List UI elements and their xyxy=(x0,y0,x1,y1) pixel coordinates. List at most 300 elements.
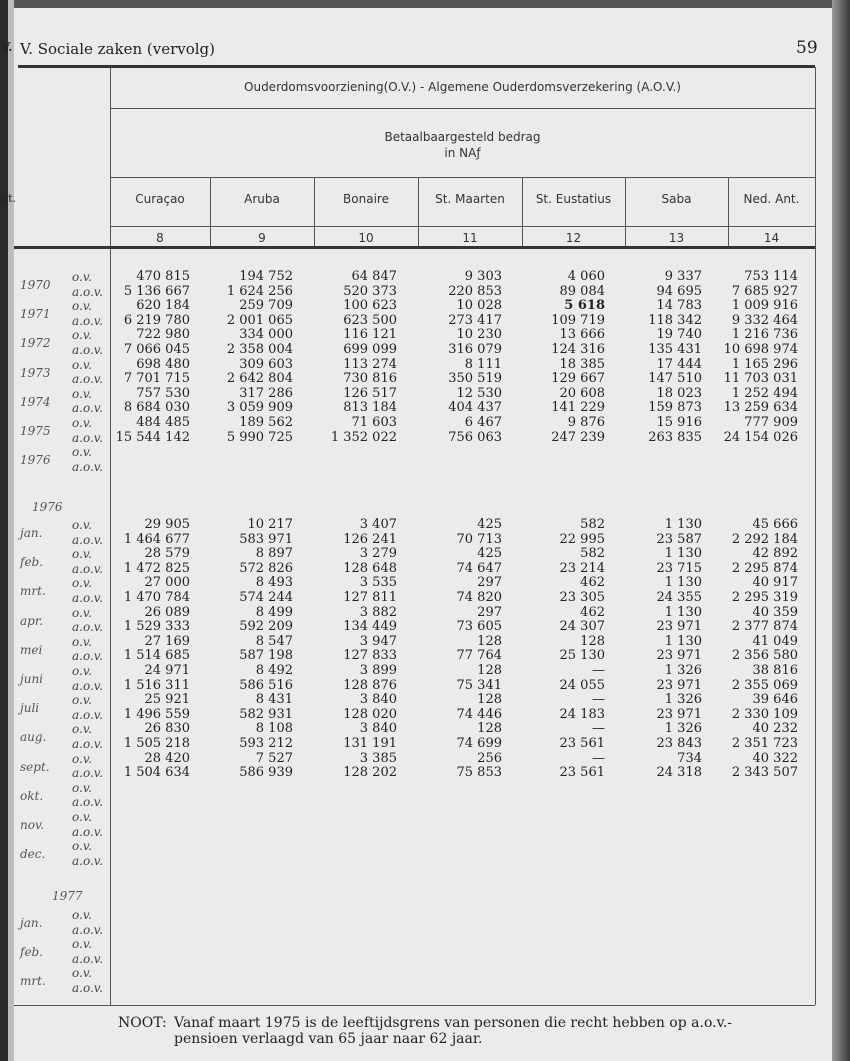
column-header: Bonaire xyxy=(343,192,389,206)
cell-aov: 3 059 909 xyxy=(226,400,293,416)
table-top-rule xyxy=(18,65,815,68)
cell-aov: 1 504 634 xyxy=(123,765,190,781)
cell-aov: 2 377 874 xyxy=(731,619,798,635)
cell-ov: 1 130 xyxy=(664,546,702,562)
cell-ov: 1 326 xyxy=(664,721,702,737)
cell-aov: 2 292 184 xyxy=(731,531,798,547)
cell-ov: 14 783 xyxy=(656,298,702,314)
cell-aov: 10 698 974 xyxy=(723,342,798,357)
cell-aov: 520 373 xyxy=(343,283,397,299)
cell-ov: 26 830 xyxy=(144,721,190,737)
aov-label: a.o.v. xyxy=(72,951,103,966)
cell-aov: 24 154 026 xyxy=(723,429,798,445)
row-period-label: 1971 xyxy=(20,307,51,322)
cell-aov: 2 642 804 xyxy=(226,371,293,387)
subtitle-rule xyxy=(110,177,815,178)
row-period-label: juli xyxy=(20,701,40,716)
row-period-label: mei xyxy=(20,642,43,657)
cell-ov: 27 000 xyxy=(144,575,190,591)
cell-aov: 1 624 256 xyxy=(226,283,293,299)
row-period-label: dec. xyxy=(20,847,46,862)
cell-aov: 128 648 xyxy=(343,560,397,576)
cell-ov: 8 547 xyxy=(255,633,293,649)
cell-ov: 15 916 xyxy=(656,415,702,430)
column-header: Aruba xyxy=(244,192,280,206)
cell-aov: 592 209 xyxy=(239,619,293,635)
column-header: Saba xyxy=(661,192,692,206)
cell-aov: 263 835 xyxy=(648,429,702,445)
cell-aov: 7 685 927 xyxy=(731,283,798,299)
cell-aov: 1 464 677 xyxy=(123,531,190,547)
cell-ov: 3 947 xyxy=(359,633,397,649)
page-number: 59 xyxy=(796,38,818,58)
cell-ov: 8 897 xyxy=(255,546,293,562)
cell-aov: 2 351 723 xyxy=(731,736,798,751)
row-period-label: aug. xyxy=(20,730,47,745)
cell-ov: 128 xyxy=(477,633,502,649)
cell-aov: 89 084 xyxy=(559,283,605,299)
cell-ov: 317 286 xyxy=(239,385,293,401)
scan-edge-top xyxy=(0,0,850,8)
ov-label: o.v. xyxy=(72,605,92,620)
cell-aov: 23 843 xyxy=(656,736,702,751)
scan-edge-right xyxy=(832,0,850,1061)
cell-ov: — xyxy=(592,692,605,708)
margin-text-mid: nt. xyxy=(1,192,17,205)
cell-aov: 1 470 784 xyxy=(123,590,190,605)
cell-ov: 3 840 xyxy=(359,692,397,708)
cell-aov: 404 437 xyxy=(448,400,502,416)
row-period-label: 1972 xyxy=(20,336,51,351)
column-head-rule xyxy=(110,226,815,227)
cell-ov: 8 431 xyxy=(255,692,293,708)
cell-aov: 8 684 030 xyxy=(123,400,190,416)
cell-aov: 572 826 xyxy=(239,560,293,576)
cell-aov: 22 995 xyxy=(559,531,605,547)
row-period-label: 1975 xyxy=(20,424,51,438)
ov-label: o.v. xyxy=(72,299,92,314)
cell-aov: 1 514 685 xyxy=(123,648,190,664)
title-rule xyxy=(110,108,815,109)
cell-ov: 470 815 xyxy=(136,269,190,284)
cell-ov: 194 752 xyxy=(239,269,293,284)
cell-aov: 1 529 333 xyxy=(123,619,190,635)
cell-aov: 730 816 xyxy=(343,371,397,387)
cell-ov: 116 121 xyxy=(343,327,397,343)
adjacent-page-strip xyxy=(8,0,14,1061)
column-number: 8 xyxy=(156,231,164,245)
aov-label: a.o.v. xyxy=(72,459,103,474)
cell-aov: 77 764 xyxy=(456,648,502,664)
cell-aov: 24 355 xyxy=(656,590,702,605)
cell-aov: 118 342 xyxy=(648,312,702,328)
cell-aov: 134 449 xyxy=(343,619,397,635)
cell-ov: 28 579 xyxy=(144,546,190,562)
cell-ov: — xyxy=(592,663,605,678)
cell-aov: 25 130 xyxy=(559,648,605,664)
cell-ov: 128 xyxy=(477,692,502,708)
cell-aov: 124 316 xyxy=(551,342,605,357)
cell-ov: 5 618 xyxy=(564,298,605,314)
row-period-label: feb. xyxy=(20,555,44,570)
aov-label: a.o.v. xyxy=(72,737,103,751)
cell-ov: 8 111 xyxy=(464,356,502,372)
cell-ov: 698 480 xyxy=(136,356,190,372)
column-header: Ned. Ant. xyxy=(743,192,800,206)
row-period-label: 1970 xyxy=(20,278,51,292)
ov-label: o.v. xyxy=(72,416,92,430)
cell-aov: 75 341 xyxy=(456,677,502,693)
cell-aov: 2 356 580 xyxy=(731,648,798,664)
cell-ov: — xyxy=(592,750,605,766)
cell-ov: 259 709 xyxy=(239,298,293,314)
cell-ov: 753 114 xyxy=(744,269,798,284)
cell-ov: 297 xyxy=(477,604,502,620)
cell-ov: 26 089 xyxy=(144,604,190,620)
cell-aov: 23 587 xyxy=(656,531,702,547)
cell-aov: 127 833 xyxy=(343,648,397,664)
cell-aov: 129 667 xyxy=(551,371,605,387)
cell-ov: 1 130 xyxy=(664,633,702,649)
cell-aov: 70 713 xyxy=(456,531,502,547)
ov-label: o.v. xyxy=(72,547,92,562)
aov-label: a.o.v. xyxy=(72,372,103,387)
cell-aov: 94 695 xyxy=(656,283,702,299)
cell-aov: 109 719 xyxy=(551,312,605,328)
cell-aov: 1 496 559 xyxy=(123,706,190,722)
cell-ov: 126 517 xyxy=(343,385,397,401)
cell-ov: 4 060 xyxy=(567,269,605,284)
cell-aov: 583 971 xyxy=(239,531,293,547)
cell-aov: 23 561 xyxy=(559,765,605,781)
aov-label: a.o.v. xyxy=(72,343,103,357)
cell-ov: 10 028 xyxy=(456,298,502,314)
cell-aov: 587 198 xyxy=(239,648,293,664)
cell-ov: 8 499 xyxy=(255,604,293,620)
cell-aov: 2 355 069 xyxy=(731,677,798,693)
cell-aov: 23 715 xyxy=(656,560,702,576)
aov-label: a.o.v. xyxy=(72,766,103,781)
cell-aov: 1 352 022 xyxy=(330,429,397,445)
cell-aov: 582 931 xyxy=(239,706,293,722)
row-period-label: mrt. xyxy=(20,974,46,989)
aov-label: a.o.v. xyxy=(72,853,103,868)
cell-aov: 24 318 xyxy=(656,765,702,781)
table-bottom-rule xyxy=(14,1005,815,1006)
cell-aov: 2 001 065 xyxy=(226,312,293,328)
ov-label: o.v. xyxy=(72,810,92,824)
cell-aov: 247 239 xyxy=(551,429,605,445)
cell-ov: 3 535 xyxy=(359,575,397,591)
margin-text-top: V. xyxy=(1,40,13,54)
block-year-heading: 1976 xyxy=(32,500,63,514)
cell-ov: 128 xyxy=(477,663,502,678)
cell-aov: 135 431 xyxy=(648,342,702,357)
cell-ov: 12 530 xyxy=(456,385,502,401)
cell-ov: 484 485 xyxy=(136,415,190,430)
cell-ov: 9 876 xyxy=(567,415,605,430)
cell-aov: 350 519 xyxy=(448,371,502,387)
cell-ov: 128 xyxy=(580,633,605,649)
column-number: 11 xyxy=(462,231,478,245)
ov-label: o.v. xyxy=(72,634,92,649)
cell-ov: 42 892 xyxy=(752,546,798,562)
cell-ov: 40 232 xyxy=(752,721,798,737)
cell-aov: 23 561 xyxy=(559,736,605,751)
cell-ov: — xyxy=(592,721,605,737)
cell-ov: 1 130 xyxy=(664,575,702,591)
cell-ov: 425 xyxy=(477,517,502,532)
ov-label: o.v. xyxy=(72,328,92,343)
cell-ov: 17 444 xyxy=(656,356,702,372)
ov-label: o.v. xyxy=(72,518,92,532)
cell-ov: 18 385 xyxy=(559,356,605,372)
row-period-label: 1976 xyxy=(20,453,51,468)
cell-aov: 23 971 xyxy=(656,706,702,722)
column-header: St. Maarten xyxy=(435,192,505,206)
cell-aov: 128 202 xyxy=(343,765,397,781)
cell-aov: 131 191 xyxy=(343,736,397,751)
cell-aov: 23 971 xyxy=(656,648,702,664)
cell-aov: 1 505 218 xyxy=(123,736,190,751)
cell-aov: 24 055 xyxy=(559,677,605,693)
cell-ov: 620 184 xyxy=(136,298,190,314)
cell-aov: 2 330 109 xyxy=(731,706,798,722)
cell-ov: 6 467 xyxy=(464,415,502,430)
cell-aov: 2 343 507 xyxy=(731,765,798,781)
cell-ov: 18 023 xyxy=(656,385,702,401)
cell-aov: 75 853 xyxy=(456,765,502,781)
cell-aov: 2 358 004 xyxy=(226,342,293,357)
ov-label: o.v. xyxy=(72,908,92,922)
row-period-label: feb. xyxy=(20,945,44,960)
ov-label: o.v. xyxy=(72,839,92,854)
row-period-label: sept. xyxy=(20,759,50,774)
ov-label: o.v. xyxy=(72,693,92,708)
cell-ov: 27 169 xyxy=(144,633,190,649)
cell-ov: 71 603 xyxy=(351,415,397,430)
cell-aov: 316 079 xyxy=(448,342,502,357)
block-year-heading: 1977 xyxy=(52,889,83,903)
cell-ov: 462 xyxy=(580,604,605,620)
aov-label: a.o.v. xyxy=(72,707,103,722)
cell-ov: 757 530 xyxy=(136,385,190,401)
cell-aov: 73 605 xyxy=(456,619,502,635)
table-title: Ouderdomsvoorziening(O.V.) - Algemene Ouderdomsverzekering (A.O.V.) xyxy=(244,80,681,94)
cell-aov: 74 446 xyxy=(456,706,502,722)
cell-aov: 13 259 634 xyxy=(723,400,798,416)
cell-ov: 3 840 xyxy=(359,721,397,737)
aov-label: a.o.v. xyxy=(72,430,103,445)
table-subtitle: Betaalbaargesteld bedrag xyxy=(384,130,541,144)
ov-label: o.v. xyxy=(72,445,92,460)
cell-ov: 29 905 xyxy=(144,517,190,532)
cell-aov: 1 516 311 xyxy=(123,677,190,693)
cell-ov: 9 303 xyxy=(464,269,502,284)
note-line-1: Vanaf maart 1975 is de leeftijdsgrens van personen die recht hebben op a.o.v.- xyxy=(174,1015,733,1031)
cell-ov: 45 666 xyxy=(752,517,798,532)
cell-ov: 425 xyxy=(477,546,502,562)
cell-ov: 309 603 xyxy=(239,356,293,372)
cell-aov: 126 241 xyxy=(343,531,397,547)
cell-ov: 1 252 494 xyxy=(731,385,798,401)
column-number: 9 xyxy=(258,231,266,245)
cell-ov: 3 279 xyxy=(359,546,397,562)
cell-aov: 2 295 874 xyxy=(731,560,798,576)
header-bottom-rule xyxy=(14,246,815,249)
cell-aov: 623 500 xyxy=(343,312,397,328)
cell-ov: 13 666 xyxy=(559,327,605,343)
cell-aov: 159 873 xyxy=(648,400,702,416)
cell-aov: 15 544 142 xyxy=(115,429,190,445)
cell-ov: 38 816 xyxy=(752,663,798,678)
cell-ov: 189 562 xyxy=(239,415,293,430)
cell-ov: 8 493 xyxy=(255,575,293,591)
cell-aov: 6 219 780 xyxy=(123,312,190,328)
cell-aov: 74 820 xyxy=(456,590,502,605)
ov-label: o.v. xyxy=(72,576,92,591)
cell-ov: 9 337 xyxy=(664,269,702,284)
cell-ov: 8 108 xyxy=(255,721,293,737)
aov-label: a.o.v. xyxy=(72,824,103,839)
column-number: 13 xyxy=(668,231,685,245)
cell-ov: 41 049 xyxy=(752,633,798,649)
aov-label: a.o.v. xyxy=(72,795,103,810)
cell-aov: 74 699 xyxy=(456,736,502,751)
row-period-label: mrt. xyxy=(20,584,46,599)
cell-aov: 273 417 xyxy=(448,312,502,328)
cell-ov: 20 608 xyxy=(559,385,605,401)
ov-label: o.v. xyxy=(72,751,92,766)
cell-ov: 297 xyxy=(477,575,502,591)
row-period-label: 1973 xyxy=(20,365,51,380)
row-period-label: 1974 xyxy=(20,394,51,409)
cell-aov: 5 136 667 xyxy=(123,283,190,299)
cell-ov: 334 000 xyxy=(239,327,293,343)
cell-ov: 722 980 xyxy=(136,327,190,343)
cell-ov: 734 xyxy=(677,750,702,766)
column-header: St. Eustatius xyxy=(535,192,612,206)
row-period-label: apr. xyxy=(20,613,44,628)
cell-aov: 9 332 464 xyxy=(731,312,798,328)
cell-ov: 1 130 xyxy=(664,604,702,620)
cell-ov: 39 646 xyxy=(752,692,798,708)
row-period-label: jan. xyxy=(20,526,43,540)
cell-ov: 777 909 xyxy=(744,415,798,430)
cell-ov: 3 385 xyxy=(359,750,397,766)
cell-aov: 24 307 xyxy=(559,619,605,635)
cell-aov: 593 212 xyxy=(239,736,293,751)
cell-aov: 756 063 xyxy=(448,429,502,445)
cell-aov: 586 516 xyxy=(239,677,293,693)
cell-ov: 3 407 xyxy=(359,517,397,532)
cell-ov: 1 009 916 xyxy=(731,298,798,314)
cell-aov: 1 472 825 xyxy=(123,560,190,576)
note-label: NOOT: xyxy=(118,1015,167,1031)
cell-ov: 40 322 xyxy=(752,750,798,766)
cell-ov: 1 130 xyxy=(664,517,702,532)
aov-label: a.o.v. xyxy=(72,649,103,664)
cell-ov: 256 xyxy=(477,750,502,766)
ov-label: o.v. xyxy=(72,386,92,401)
column-number: 12 xyxy=(565,231,582,245)
cell-ov: 19 740 xyxy=(656,327,702,343)
cell-ov: 10 230 xyxy=(456,327,502,343)
cell-aov: 127 811 xyxy=(343,590,397,605)
section-heading: V. Sociale zaken (vervolg) xyxy=(20,40,216,58)
cell-aov: 147 510 xyxy=(648,371,702,387)
aov-label: a.o.v. xyxy=(72,401,103,416)
cell-aov: 11 703 031 xyxy=(723,371,798,387)
cell-aov: 23 971 xyxy=(656,677,702,693)
cell-ov: 462 xyxy=(580,575,605,591)
row-period-label: okt. xyxy=(20,788,44,803)
column-number: 10 xyxy=(358,231,374,245)
row-period-label: juni xyxy=(20,672,44,686)
column-number: 14 xyxy=(763,231,780,245)
cell-ov: 1 326 xyxy=(664,692,702,708)
cell-ov: 24 971 xyxy=(144,663,190,678)
cell-ov: 3 899 xyxy=(359,663,397,678)
cell-aov: 7 701 715 xyxy=(123,371,190,387)
aov-label: a.o.v. xyxy=(72,284,103,299)
ov-label: o.v. xyxy=(72,780,92,795)
cell-ov: 7 527 xyxy=(255,750,293,766)
cell-ov: 10 217 xyxy=(247,517,293,532)
cell-ov: 113 274 xyxy=(343,356,397,372)
ov-label: o.v. xyxy=(72,664,92,678)
cell-ov: 1 165 296 xyxy=(731,356,798,372)
ov-label: o.v. xyxy=(72,966,92,981)
cell-aov: 128 020 xyxy=(343,706,397,722)
column-header: Curaçao xyxy=(135,192,185,206)
ov-label: o.v. xyxy=(72,937,92,952)
cell-ov: 25 921 xyxy=(144,692,190,708)
cell-aov: 699 099 xyxy=(343,342,397,357)
ov-label: o.v. xyxy=(72,722,92,737)
cell-ov: 1 216 736 xyxy=(731,327,798,343)
cell-aov: 2 295 319 xyxy=(731,590,798,605)
aov-label: a.o.v. xyxy=(72,591,103,605)
cell-ov: 40 359 xyxy=(752,604,798,620)
table-unit: in NAƒ xyxy=(444,146,481,160)
cell-ov: 64 847 xyxy=(351,269,397,284)
aov-label: a.o.v. xyxy=(72,620,103,635)
cell-ov: 582 xyxy=(580,546,605,562)
table-right-border xyxy=(815,67,816,1005)
cell-aov: 74 647 xyxy=(456,560,502,576)
cell-ov: 8 492 xyxy=(255,663,293,678)
ov-label: o.v. xyxy=(72,357,92,372)
aov-label: a.o.v. xyxy=(72,678,103,693)
cell-aov: 5 990 725 xyxy=(226,429,293,445)
cell-aov: 24 183 xyxy=(559,706,605,722)
aov-label: a.o.v. xyxy=(72,561,103,576)
cell-aov: 23 305 xyxy=(559,590,605,605)
row-period-label: jan. xyxy=(20,916,43,930)
cell-aov: 23 214 xyxy=(559,560,605,576)
aov-label: a.o.v. xyxy=(72,922,103,937)
ov-label: o.v. xyxy=(72,270,92,284)
cell-aov: 7 066 045 xyxy=(123,342,190,357)
cell-ov: 582 xyxy=(580,517,605,532)
cell-aov: 220 853 xyxy=(448,283,502,299)
cell-ov: 1 326 xyxy=(664,663,702,678)
aov-label: a.o.v. xyxy=(72,981,103,995)
cell-ov: 128 xyxy=(477,721,502,737)
cell-ov: 28 420 xyxy=(144,750,190,766)
cell-aov: 574 244 xyxy=(239,590,293,605)
